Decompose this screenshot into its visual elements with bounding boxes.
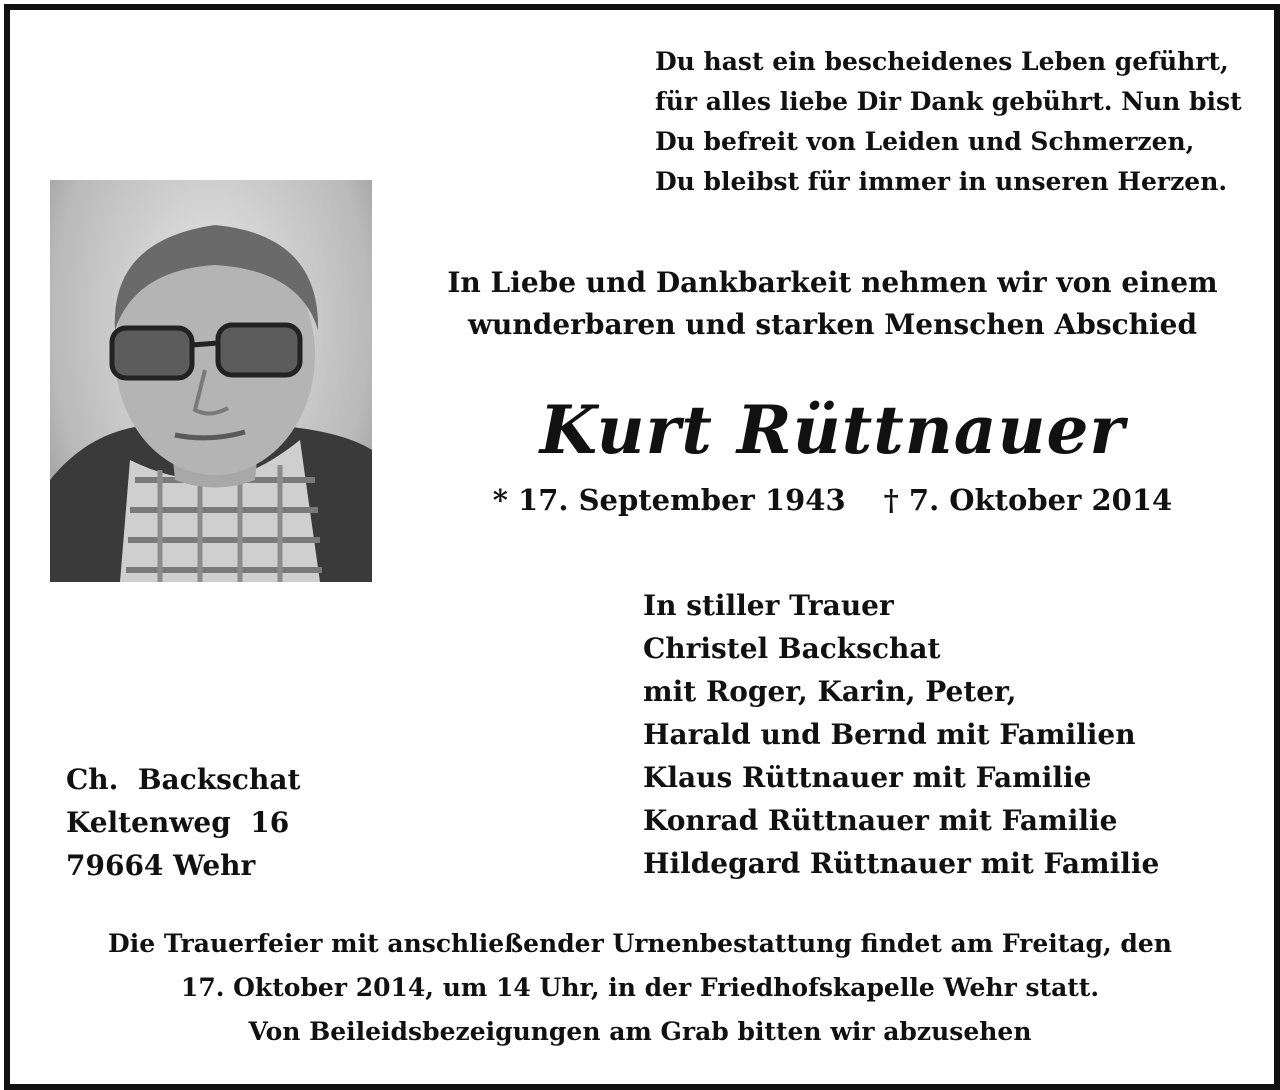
funeral-notice xyxy=(20,922,1260,1054)
deceased-name: Kurt Rüttnauer xyxy=(539,391,1126,469)
verse-line: Du bleibst für immer in unseren Herzen. xyxy=(655,167,1228,196)
intro-line: In Liebe und Dankbarkeit nehmen wir von einem xyxy=(447,266,1218,299)
mourner-line: Hildegard Rüttnauer mit Familie xyxy=(643,847,1160,880)
verse-line: Du befreit von Leiden und Schmerzen, xyxy=(655,127,1195,156)
notice-line: Von Beileidsbezeigungen am Grab bitten wir abzusehen xyxy=(248,1017,1032,1046)
mourner-line: In stiller Trauer xyxy=(643,589,894,622)
portrait-illustration xyxy=(50,180,372,582)
verse-line: für alles liebe Dir Dank gebührt. Nun bist xyxy=(655,87,1242,116)
intro-line: wunderbaren und starken Menschen Abschied xyxy=(467,308,1198,341)
contact-address xyxy=(66,758,446,887)
death-date: † 7. Oktober 2014 xyxy=(883,483,1173,517)
farewell-intro xyxy=(420,262,1245,346)
mourner-line: mit Roger, Karin, Peter, xyxy=(643,675,1017,708)
birth-date: * 17. September 1943 xyxy=(492,483,846,517)
memorial-verse xyxy=(655,42,1255,202)
mourners-list xyxy=(643,584,1263,885)
notice-line: Die Trauerfeier mit anschließender Urnenbestattung findet am Freitag, den xyxy=(108,929,1172,958)
mourner-line: Harald und Bernd mit Familien xyxy=(643,718,1136,751)
address-line: 79664 Wehr xyxy=(66,849,256,882)
mourner-line: Klaus Rüttnauer mit Familie xyxy=(643,761,1092,794)
mourner-line: Konrad Rüttnauer mit Familie xyxy=(643,804,1118,837)
address-line: Keltenweg 16 xyxy=(66,806,290,839)
verse-line: Du hast ein bescheidenes Leben geführt, xyxy=(655,47,1229,76)
notice-line: 17. Oktober 2014, um 14 Uhr, in der Friedhofskapelle Wehr statt. xyxy=(180,973,1100,1002)
portrait-photo xyxy=(50,180,372,582)
life-dates xyxy=(420,478,1245,522)
mourner-line: Christel Backschat xyxy=(643,632,941,665)
address-line: Ch. Backschat xyxy=(66,763,301,796)
